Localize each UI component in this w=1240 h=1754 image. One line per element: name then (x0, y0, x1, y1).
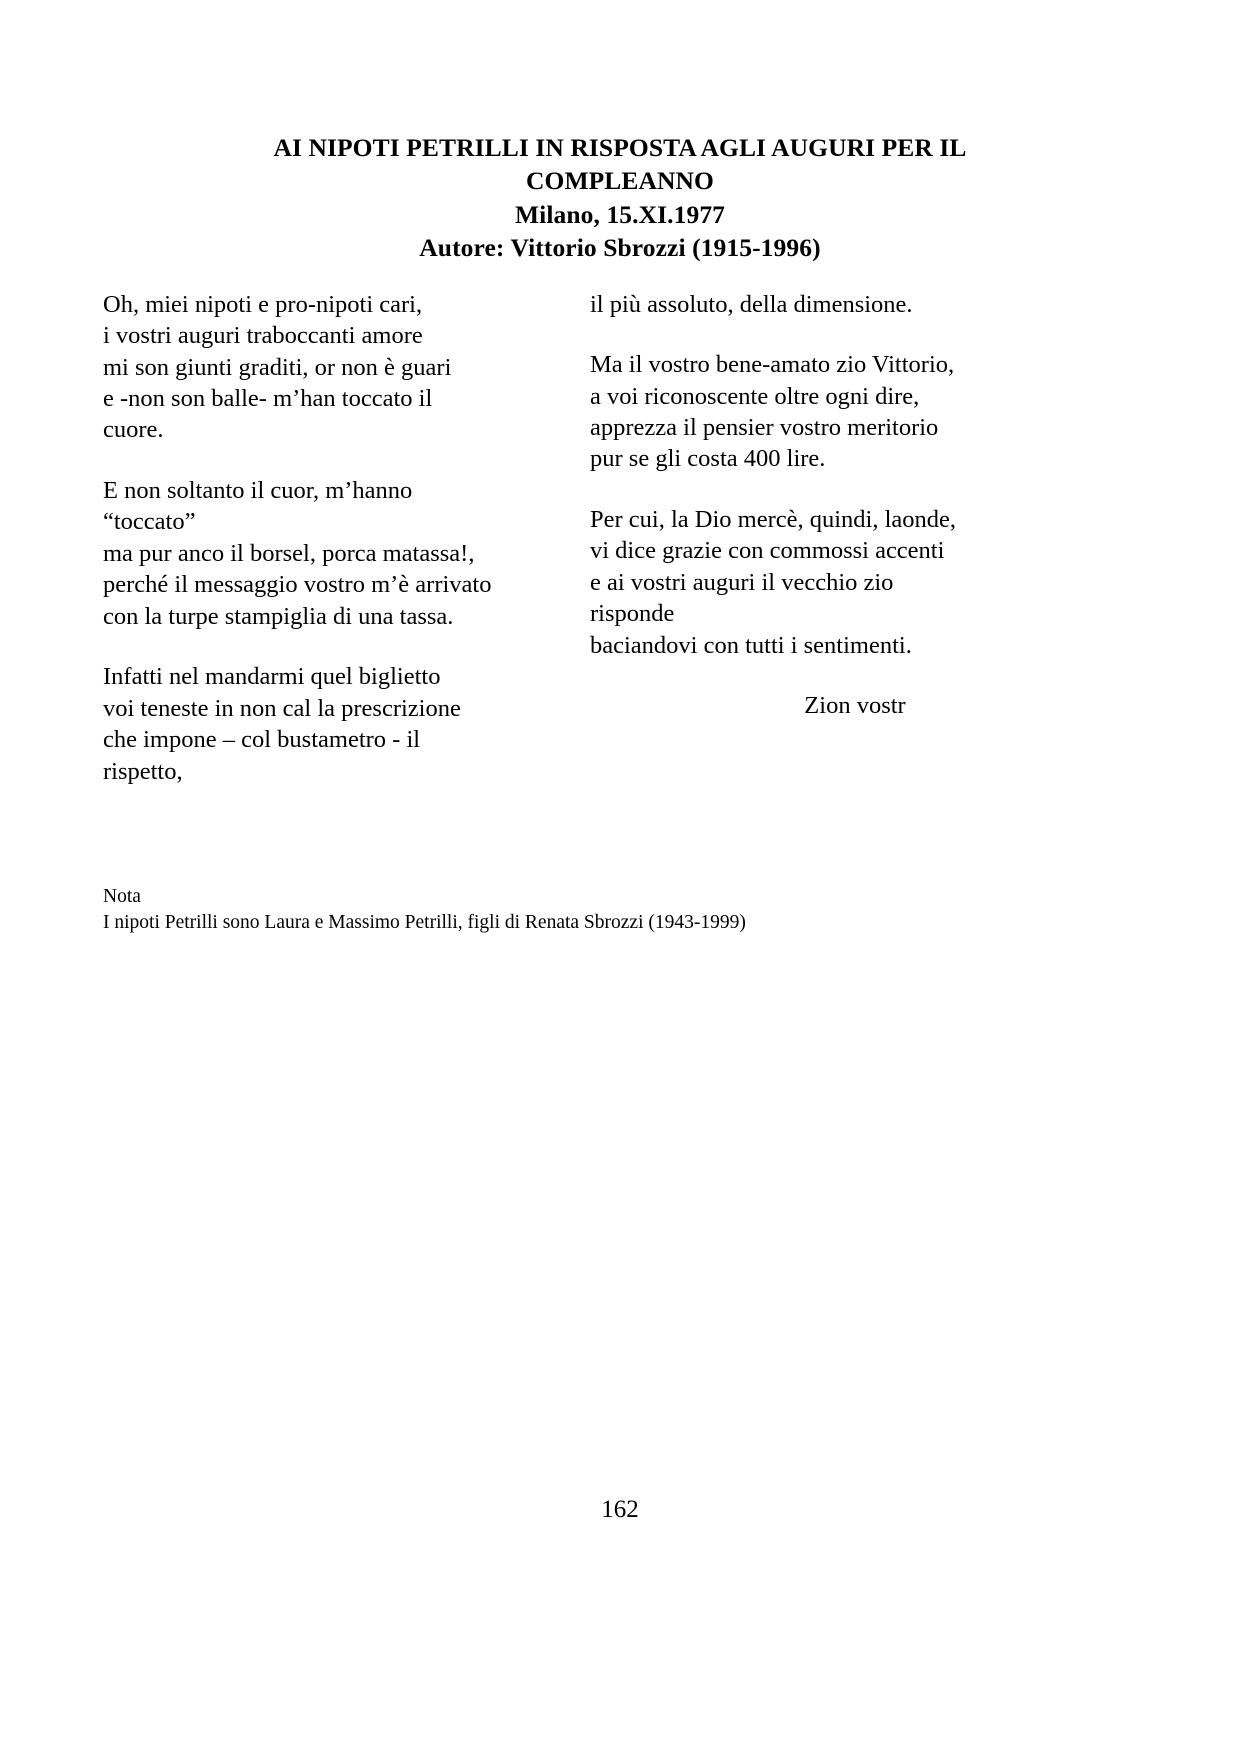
poem-line: Per cui, la Dio mercè, quindi, laonde, (590, 505, 957, 533)
poem-line: E non soltanto il cuor, m’hanno (103, 476, 413, 504)
poem-column-left (103, 289, 573, 788)
poem-columns (0, 289, 1240, 788)
title-line-author: Autore: Vittorio Sbrozzi (1915-1996) (419, 233, 821, 263)
poem-line: voi teneste in non cal la prescrizione (103, 694, 461, 722)
poem-line: a voi riconoscente oltre ogni dire, (590, 382, 920, 410)
stanza (103, 661, 573, 787)
poem-line: mi son giunti graditi, or non è guari (103, 353, 452, 381)
stanza (590, 349, 1060, 475)
poem-line: pur se gli costa 400 lire. (590, 445, 826, 473)
title-line-place-date: Milano, 15.XI.1977 (514, 199, 726, 229)
poem-line: vi dice grazie con commossi accenti (590, 537, 945, 565)
poem-line: “toccato” (103, 508, 196, 536)
poem-line: perché il messaggio vostro m’è arrivato (103, 571, 492, 599)
poem-line: Ma il vostro bene-amato zio Vittorio, (590, 351, 955, 379)
poem-line: risponde (590, 600, 675, 628)
poem-line: che impone – col bustametro - il (103, 726, 421, 754)
poem-line: e -non son balle- m’han toccato il (103, 384, 433, 412)
poem-line: ma pur anco il borsel, porca matassa!, (103, 539, 475, 567)
poem-line: il più assoluto, della dimensione. (590, 290, 913, 318)
poem-column-right (590, 289, 1060, 722)
note-text: I nipoti Petrilli sono Laura e Massimo Petrilli, figli di Renata Sbrozzi (1943-1999) (103, 911, 746, 933)
stanza (590, 504, 1060, 661)
poem-line: e ai vostri auguri il vecchio zio (590, 568, 894, 596)
poem-line: apprezza il pensier vostro meritorio (590, 413, 939, 441)
poem-line: Oh, miei nipoti e pro-nipoti cari, (103, 290, 423, 318)
note-heading: Nota (103, 886, 141, 907)
stanza (590, 289, 1060, 320)
poem-line: cuore. (103, 416, 164, 444)
note-block (103, 884, 746, 935)
title-line-main: AI NIPOTI PETRILLI IN RISPOSTA AGLI AUGURI PER IL COMPLEANNO (273, 133, 967, 196)
poem-line: rispetto, (103, 757, 183, 785)
poem-line: Infatti nel mandarmi quel biglietto (103, 663, 441, 691)
stanza (103, 289, 573, 446)
page-number: 162 (601, 1496, 639, 1523)
poem-line: baciandovi con tutti i sentimenti. (590, 631, 912, 659)
poem-line: con la turpe stampiglia di una tassa. (103, 602, 454, 630)
poem-signature: Zion vostr (804, 692, 906, 720)
page-title (115, 0, 1125, 265)
stanza (103, 475, 573, 632)
poem-line: i vostri auguri traboccanti amore (103, 322, 423, 350)
